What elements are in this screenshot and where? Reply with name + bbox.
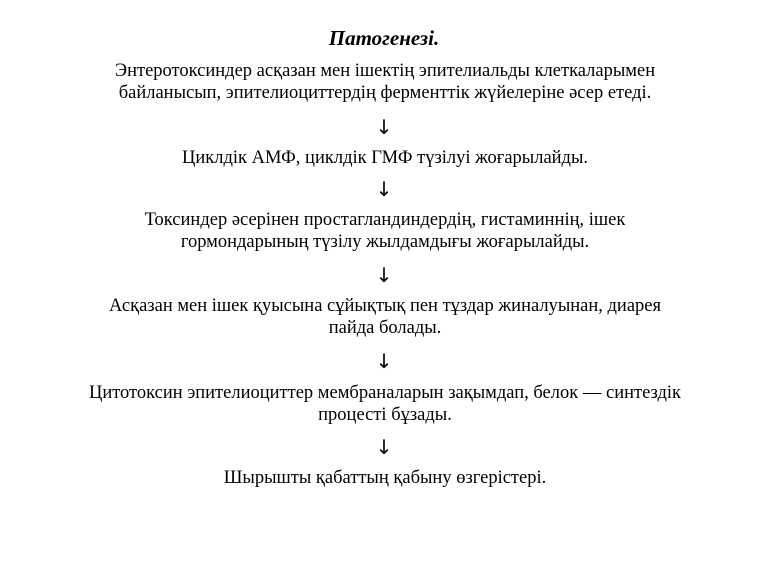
down-arrow-icon: ↓ [375, 349, 393, 373]
flow-step-4-line-1: Асқазан мен ішек қуысына сұйықтық пен тұздар жиналуынан, диарея [108, 296, 662, 316]
down-arrow-icon: ↓ [375, 115, 393, 139]
flowchart-title: Патогенезі. [328, 26, 440, 50]
flow-step-4-line-2: пайда болады. [328, 318, 442, 338]
flow-step-1 [40, 60, 730, 104]
flow-step-6-line-1: Шырышты қабаттың қабыну өзгерістері. [223, 468, 547, 488]
down-arrow-icon: ↓ [375, 263, 393, 287]
flow-step-1-line-1: Энтеротоксиндер асқазан мен ішектің эпителиальды клеткаларымен [114, 61, 656, 81]
flow-step-5-line-2: процесті бұзады. [318, 405, 452, 425]
flow-step-3 [40, 209, 730, 253]
flow-step-3-line-1: Токсиндер әсерінен простагландиндердің, гистаминнің, ішек [144, 210, 626, 230]
down-arrow-icon: ↓ [375, 435, 393, 459]
flow-step-6 [40, 467, 730, 489]
flow-step-2-line-1: Циклдік АМФ, циклдік ГМФ түзілуі жоғарылайды. [181, 148, 589, 168]
flow-step-2 [40, 147, 730, 169]
flow-step-1-line-2: байланысып, эпителиоциттердің ферменттік жүйелеріне әсер етеді. [118, 83, 652, 103]
flow-step-4 [40, 295, 730, 339]
down-arrow-icon: ↓ [375, 177, 393, 201]
flow-step-5 [40, 382, 730, 426]
flow-step-3-line-2: гормондарының түзілу жылдамдығы жоғарылайды. [180, 232, 590, 252]
flow-step-5-line-1: Цитотоксин эпителиоциттер мембраналарын зақымдап, белок — синтездік [88, 383, 682, 403]
